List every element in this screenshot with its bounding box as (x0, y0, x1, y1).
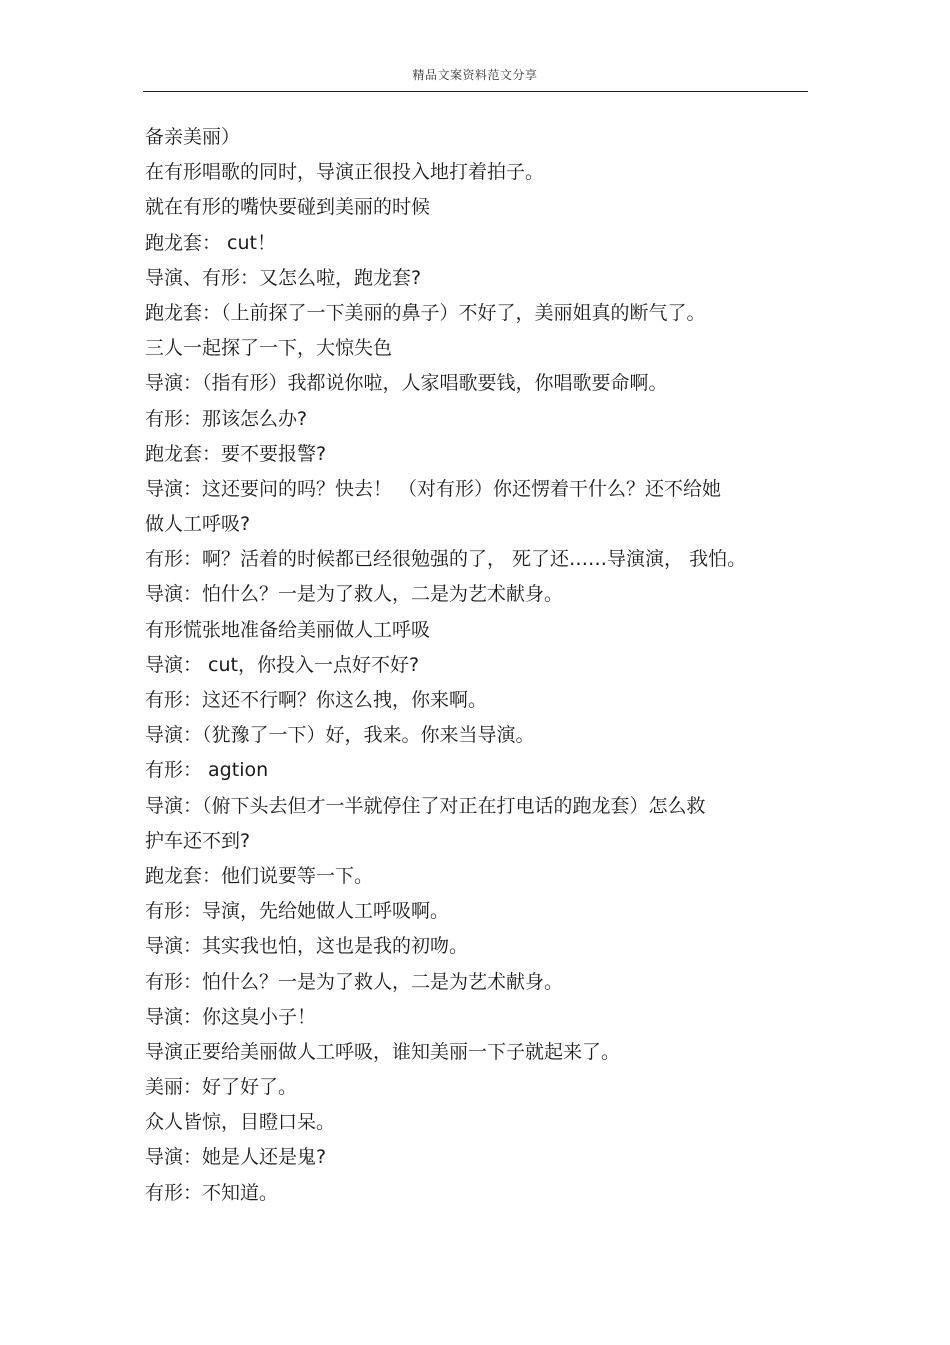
text-line: 导演：她是人还是鬼? (145, 1146, 327, 1169)
text-line: 导演：怕什么？一是为了救人，二是为艺术献身。 (145, 583, 564, 606)
header-rule (143, 91, 808, 92)
text-line: 护车还不到? (145, 829, 251, 852)
text-line: 导演：这还要问的吗？快去！ （对有形）你还愣着干什么？还不给她 (145, 477, 722, 500)
text-line: 有形慌张地准备给美丽做人工呼吸 (145, 618, 431, 641)
text-line: 导演：（俯下头去但才一半就停住了对正在打电话的跑龙套）怎么救 (145, 794, 706, 817)
text-line: 众人皆惊，目瞪口呆。 (145, 1111, 336, 1134)
text-line: 有形：这还不行啊？你这么拽，你来啊。 (145, 689, 488, 711)
text-line: 导演：你这臭小子！ (145, 1005, 317, 1028)
text-line: 导演：（犹豫了一下）好，我来。你来当导演。 (145, 724, 535, 747)
text-line: 做人工呼吸? (145, 513, 251, 536)
text-line: 导演正要给美丽做人工呼吸，谁知美丽一下子就起来了。 (145, 1040, 621, 1063)
text-line: 美丽：好了好了。 (145, 1076, 298, 1099)
text-line: 有形：怕什么？一是为了救人，二是为艺术献身。 (145, 970, 564, 993)
text-line: 有形：导演，先给她做人工呼吸啊。 (145, 900, 450, 923)
text-line: 有形：那该怎么办? (145, 407, 308, 430)
text-line: 有形：啊？活着的时候都已经很勉强的了， 死了还……导演演， 我怕。 (145, 548, 747, 571)
text-line: 导演、有形：又怎么啦，跑龙套? (145, 266, 422, 289)
page-header: 精品文案资料范文分享 (412, 68, 538, 82)
text-line: 跑龙套：要不要报警? (145, 442, 327, 465)
text-line: 有形： agtion (145, 759, 269, 782)
text-line: 在有形唱歌的同时，导演正很投入地打着拍子。 (145, 161, 545, 184)
document-body (145, 120, 810, 1211)
text-line: 导演： cut，你投入一点好不好? (145, 653, 420, 676)
text-line: 导演：其实我也怕，这也是我的初吻。 (145, 935, 469, 958)
text-line: 备亲美丽） (145, 126, 241, 148)
text-line: 就在有形的嘴快要碰到美丽的时候 (145, 196, 431, 219)
text-line: 跑龙套： cut！ (145, 231, 276, 254)
text-line: 三人一起探了一下，大惊失色 (145, 337, 393, 360)
text-line: 跑龙套：他们说要等一下。 (145, 864, 374, 887)
text-line: 跑龙套：（上前探了一下美丽的鼻子）不好了，美丽姐真的断气了。 (145, 301, 706, 324)
text-line: 有形：不知道。 (145, 1181, 279, 1204)
text-line: 导演：（指有形）我都说你啦，人家唱歌要钱，你唱歌要命啊。 (145, 372, 668, 395)
